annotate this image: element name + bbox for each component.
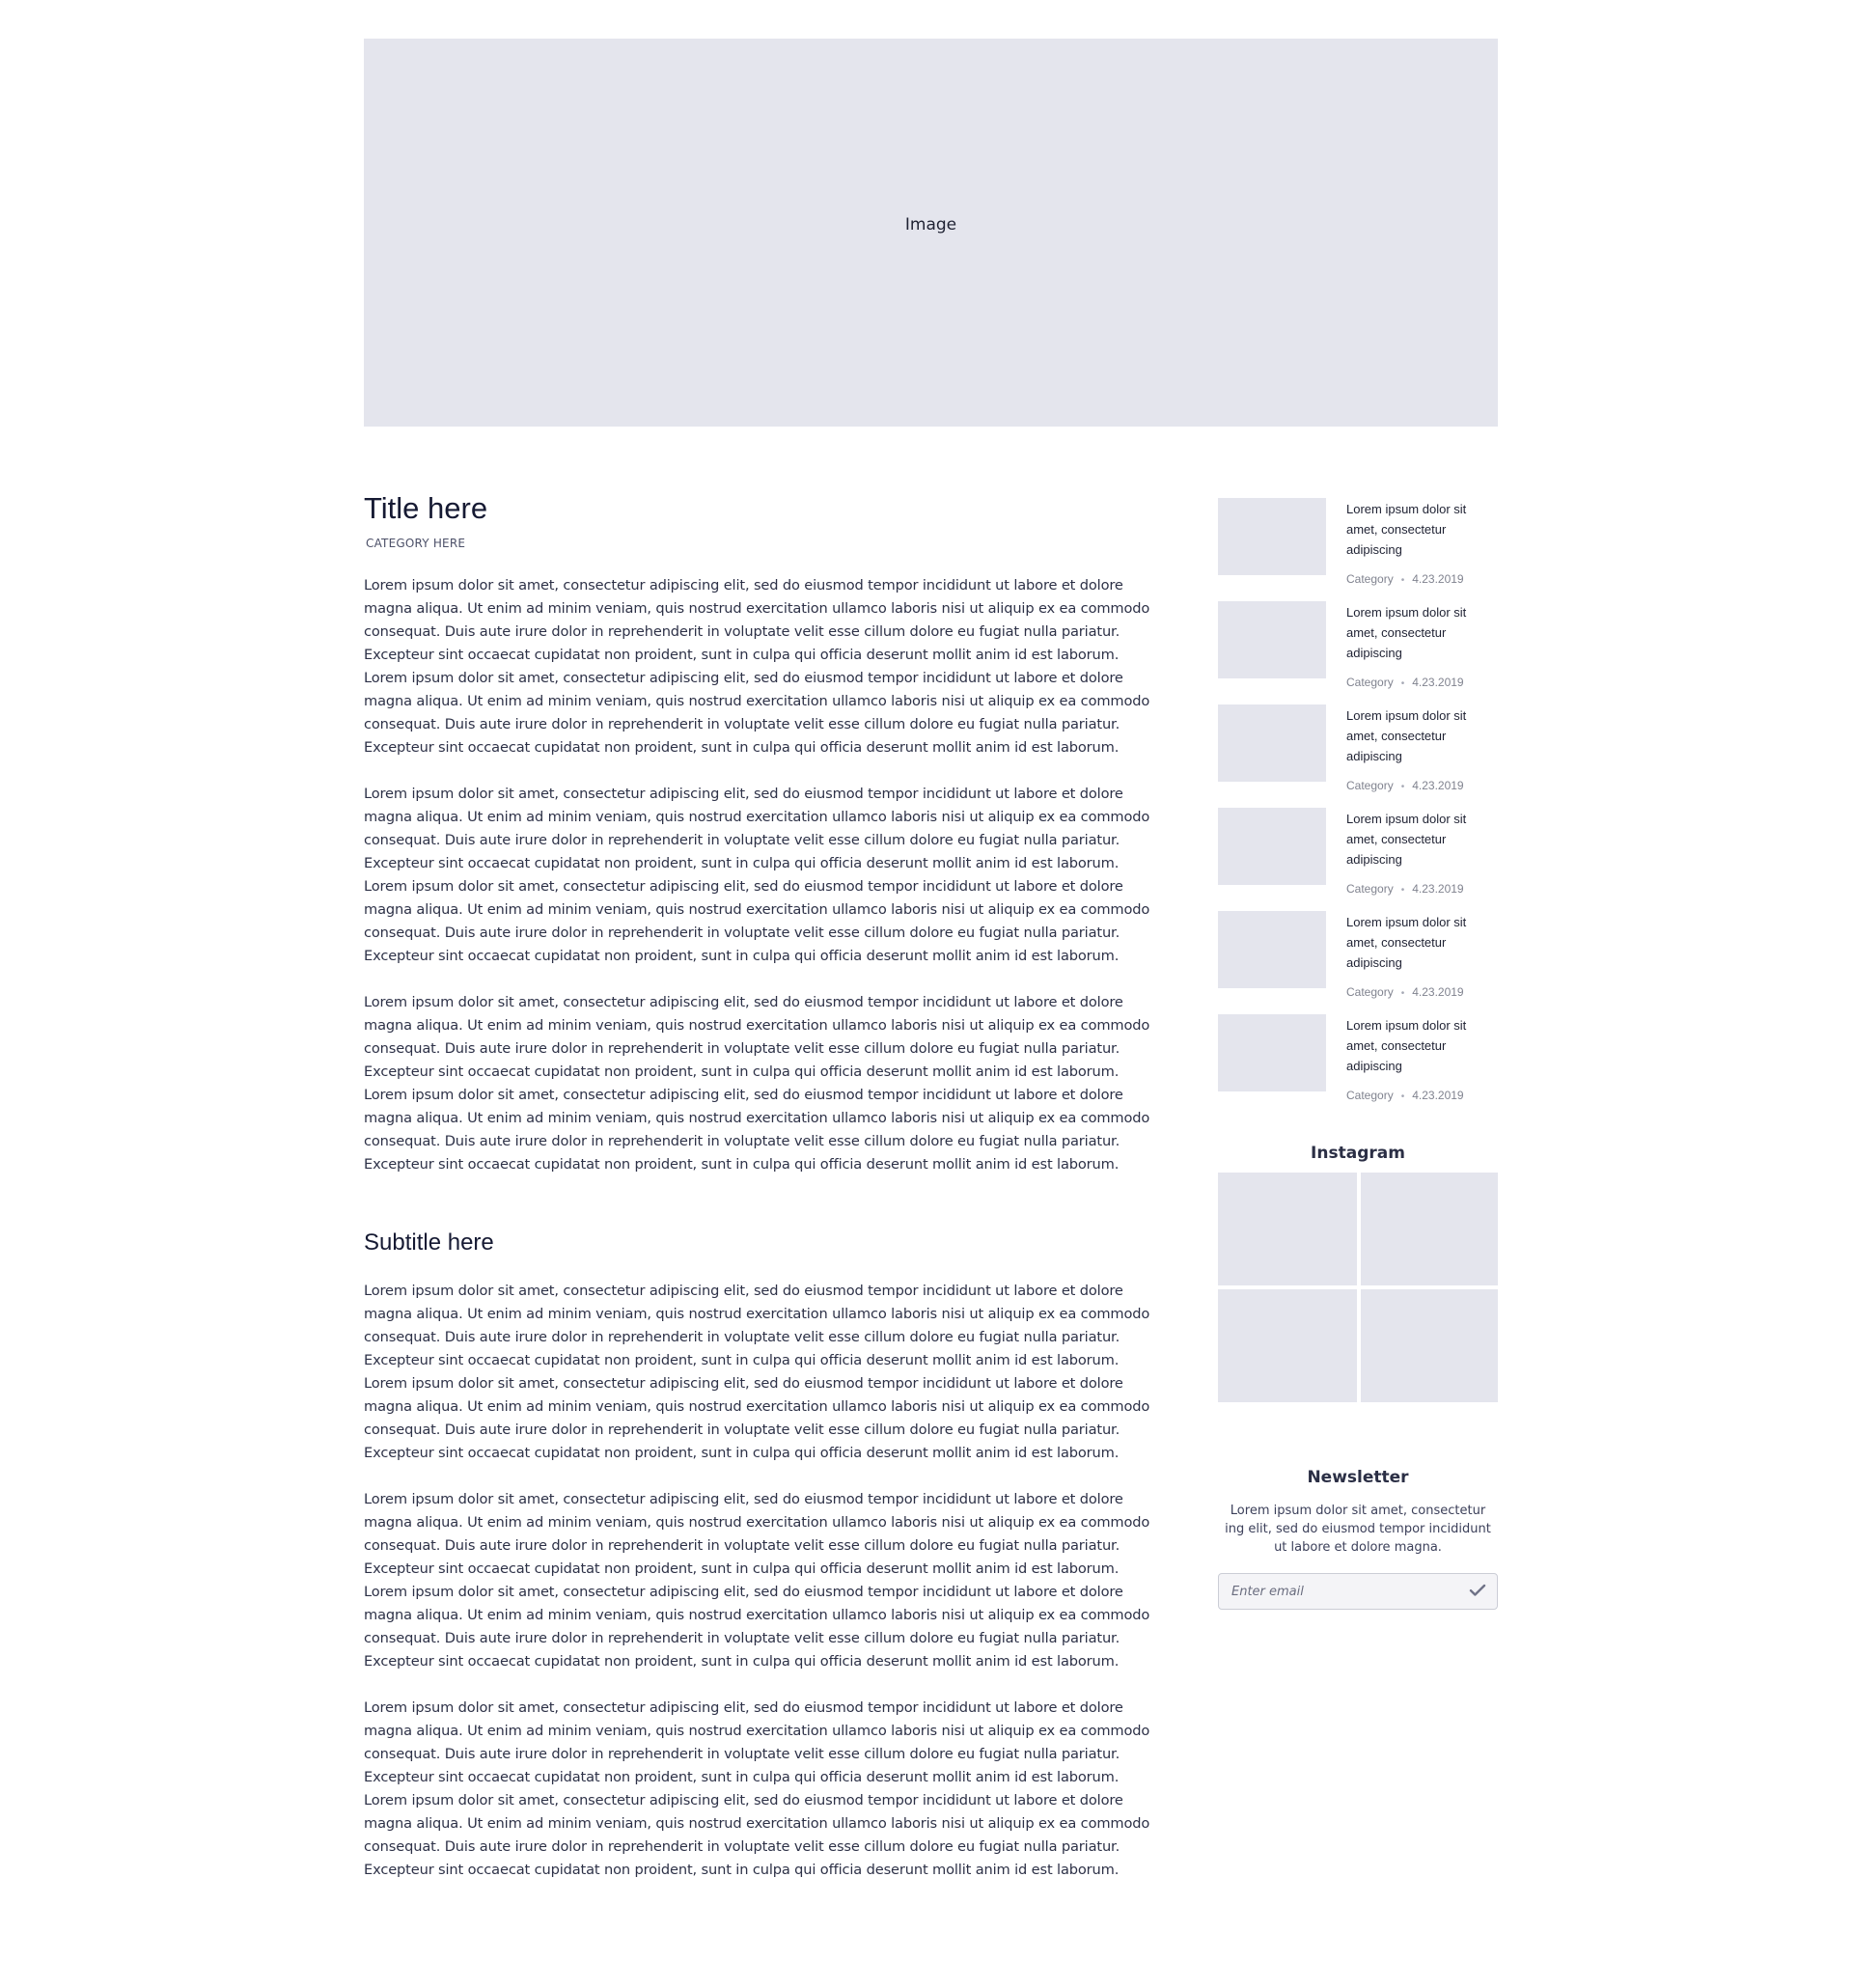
email-input[interactable] (1219, 1574, 1458, 1609)
article-paragraph: Lorem ipsum dolor sit amet, consectetur adipiscing elit, sed do eiusmod tempor incididunt ut labore et dolore magna aliqua. Ut enim ad minim veniam, quis nostrud exercitation ullamco laboris nisi ut aliquip ex ea commodo consequat. Duis aute irure dolor in reprehenderit in voluptate velit esse cillum dolore eu fugiat nulla pariatur. Excepteur sint occaecat cupidatat non proident, sunt in culpa qui officia deserunt mollit anim id est laborum. Lorem ipsum dolor sit amet, consectetur adipiscing elit, sed do eiusmod tempor incididunt ut labore et dolore magna aliqua. Ut enim ad minim veniam, quis nostrud exercitation ullamco laboris nisi ut aliquip ex ea commodo consequat. Duis aute irure dolor in reprehenderit in voluptate velit esse cillum dolore eu fugiat nulla pariatur. Excepteur sint occaecat cupidatat non proident, sunt in culpa qui officia deserunt mollit anim id est laborum. (364, 1283, 1150, 1461)
meta-separator: • (1400, 575, 1405, 586)
hero-image (364, 39, 1498, 427)
meta-separator: • (1400, 1091, 1405, 1102)
meta-separator: • (1400, 678, 1405, 689)
post-title-link[interactable]: Lorem ipsum dolor sit amet, consectetur adipiscing (1346, 915, 1467, 970)
post-category: Category (1346, 572, 1394, 586)
post-title-link[interactable]: Lorem ipsum dolor sit amet, consectetur adipiscing (1346, 1018, 1467, 1073)
newsletter-description: Lorem ipsum dolor sit amet, consectetur ing elit, sed do eiusmod tempor incididunt ut labore et dolore magna. (1225, 1504, 1491, 1555)
post-info (1346, 601, 1498, 689)
post-info (1346, 498, 1498, 586)
post-category: Category (1346, 985, 1394, 999)
post-meta (1346, 1089, 1498, 1102)
post-date: 4.23.2019 (1412, 882, 1464, 896)
checkmark-icon (1469, 1584, 1486, 1600)
article-section-1 (364, 574, 1160, 1176)
recent-post-item[interactable] (1218, 1014, 1498, 1102)
meta-separator: • (1400, 782, 1405, 792)
instagram-photo[interactable] (1218, 1173, 1357, 1285)
newsletter-title: Newsletter (1307, 1468, 1409, 1487)
post-title-link[interactable]: Lorem ipsum dolor sit amet, consectetur adipiscing (1346, 502, 1467, 557)
post-meta (1346, 882, 1498, 896)
post-date: 4.23.2019 (1412, 985, 1464, 999)
recent-post-item[interactable] (1218, 704, 1498, 792)
post-info (1346, 704, 1498, 792)
recent-post-item[interactable] (1218, 601, 1498, 689)
instagram-photo[interactable] (1361, 1289, 1498, 1402)
post-title-link[interactable]: Lorem ipsum dolor sit amet, consectetur adipiscing (1346, 812, 1467, 867)
article-paragraph: Lorem ipsum dolor sit amet, consectetur adipiscing elit, sed do eiusmod tempor incididunt ut labore et dolore magna aliqua. Ut enim ad minim veniam, quis nostrud exercitation ullamco laboris nisi ut aliquip ex ea commodo consequat. Duis aute irure dolor in reprehenderit in voluptate velit esse cillum dolore eu fugiat nulla pariatur. Excepteur sint occaecat cupidatat non proident, sunt in culpa qui officia deserunt mollit anim id est laborum. Lorem ipsum dolor sit amet, consectetur adipiscing elit, sed do eiusmod tempor incididunt ut labore et dolore magna aliqua. Ut enim ad minim veniam, quis nostrud exercitation ullamco laboris nisi ut aliquip ex ea commodo consequat. Duis aute irure dolor in reprehenderit in voluptate velit esse cillum dolore eu fugiat nulla pariatur. Excepteur sint occaecat cupidatat non proident, sunt in culpa qui officia deserunt mollit anim id est laborum. (364, 1699, 1150, 1878)
post-meta (1346, 572, 1498, 586)
article-paragraph: Lorem ipsum dolor sit amet, consectetur adipiscing elit, sed do eiusmod tempor incididunt ut labore et dolore magna aliqua. Ut enim ad minim veniam, quis nostrud exercitation ullamco laboris nisi ut aliquip ex ea commodo consequat. Duis aute irure dolor in reprehenderit in voluptate velit esse cillum dolore eu fugiat nulla pariatur. Excepteur sint occaecat cupidatat non proident, sunt in culpa qui officia deserunt mollit anim id est laborum. Lorem ipsum dolor sit amet, consectetur adipiscing elit, sed do eiusmod tempor incididunt ut labore et dolore magna aliqua. Ut enim ad minim veniam, quis nostrud exercitation ullamco laboris nisi ut aliquip ex ea commodo consequat. Duis aute irure dolor in reprehenderit in voluptate velit esse cillum dolore eu fugiat nulla pariatur. Excepteur sint occaecat cupidatat non proident, sunt in culpa qui officia deserunt mollit anim id est laborum. (364, 994, 1150, 1173)
post-thumbnail[interactable] (1218, 704, 1326, 782)
post-meta (1346, 676, 1498, 689)
article-category: CATEGORY HERE (366, 537, 466, 550)
post-date: 4.23.2019 (1412, 779, 1464, 792)
recent-posts-list (1218, 498, 1498, 1102)
newsletter-submit-button[interactable] (1458, 1574, 1497, 1609)
newsletter-form (1218, 1573, 1498, 1610)
article-subtitle: Subtitle here (364, 1229, 494, 1256)
post-date: 4.23.2019 (1412, 676, 1464, 689)
post-thumbnail[interactable] (1218, 498, 1326, 575)
post-info (1346, 1014, 1498, 1102)
recent-post-item[interactable] (1218, 498, 1498, 586)
hero-image-label: Image (904, 214, 957, 235)
post-date: 4.23.2019 (1412, 572, 1464, 586)
post-date: 4.23.2019 (1412, 1089, 1464, 1102)
sidebar (1218, 498, 1498, 1610)
article-paragraph: Lorem ipsum dolor sit amet, consectetur adipiscing elit, sed do eiusmod tempor incididunt ut labore et dolore magna aliqua. Ut enim ad minim veniam, quis nostrud exercitation ullamco laboris nisi ut aliquip ex ea commodo consequat. Duis aute irure dolor in reprehenderit in voluptate velit esse cillum dolore eu fugiat nulla pariatur. Excepteur sint occaecat cupidatat non proident, sunt in culpa qui officia deserunt mollit anim id est laborum. Lorem ipsum dolor sit amet, consectetur adipiscing elit, sed do eiusmod tempor incididunt ut labore et dolore magna aliqua. Ut enim ad minim veniam, quis nostrud exercitation ullamco laboris nisi ut aliquip ex ea commodo consequat. Duis aute irure dolor in reprehenderit in voluptate velit esse cillum dolore eu fugiat nulla pariatur. Excepteur sint occaecat cupidatat non proident, sunt in culpa qui officia deserunt mollit anim id est laborum. (364, 577, 1150, 756)
post-category: Category (1346, 676, 1394, 689)
article-section-2 (364, 1280, 1160, 1882)
post-category: Category (1346, 1089, 1394, 1102)
instagram-photo[interactable] (1218, 1289, 1357, 1402)
post-category: Category (1346, 779, 1394, 792)
post-info (1346, 911, 1498, 999)
post-thumbnail[interactable] (1218, 808, 1326, 885)
post-title-link[interactable]: Lorem ipsum dolor sit amet, consectetur adipiscing (1346, 708, 1467, 763)
article-paragraph: Lorem ipsum dolor sit amet, consectetur adipiscing elit, sed do eiusmod tempor incididunt ut labore et dolore magna aliqua. Ut enim ad minim veniam, quis nostrud exercitation ullamco laboris nisi ut aliquip ex ea commodo consequat. Duis aute irure dolor in reprehenderit in voluptate velit esse cillum dolore eu fugiat nulla pariatur. Excepteur sint occaecat cupidatat non proident, sunt in culpa qui officia deserunt mollit anim id est laborum. Lorem ipsum dolor sit amet, consectetur adipiscing elit, sed do eiusmod tempor incididunt ut labore et dolore magna aliqua. Ut enim ad minim veniam, quis nostrud exercitation ullamco laboris nisi ut aliquip ex ea commodo consequat. Duis aute irure dolor in reprehenderit in voluptate velit esse cillum dolore eu fugiat nulla pariatur. Excepteur sint occaecat cupidatat non proident, sunt in culpa qui officia deserunt mollit anim id est laborum. (364, 786, 1150, 964)
post-info (1346, 808, 1498, 896)
meta-separator: • (1400, 988, 1405, 999)
meta-separator: • (1400, 885, 1405, 896)
recent-post-item[interactable] (1218, 911, 1498, 999)
instagram-photo[interactable] (1361, 1173, 1498, 1285)
post-category: Category (1346, 882, 1394, 896)
page-title: Title here (364, 491, 488, 525)
post-meta (1346, 779, 1498, 792)
article (364, 488, 1160, 1882)
instagram-grid (1218, 1173, 1498, 1402)
article-paragraph: Lorem ipsum dolor sit amet, consectetur adipiscing elit, sed do eiusmod tempor incididunt ut labore et dolore magna aliqua. Ut enim ad minim veniam, quis nostrud exercitation ullamco laboris nisi ut aliquip ex ea commodo consequat. Duis aute irure dolor in reprehenderit in voluptate velit esse cillum dolore eu fugiat nulla pariatur. Excepteur sint occaecat cupidatat non proident, sunt in culpa qui officia deserunt mollit anim id est laborum. Lorem ipsum dolor sit amet, consectetur adipiscing elit, sed do eiusmod tempor incididunt ut labore et dolore magna aliqua. Ut enim ad minim veniam, quis nostrud exercitation ullamco laboris nisi ut aliquip ex ea commodo consequat. Duis aute irure dolor in reprehenderit in voluptate velit esse cillum dolore eu fugiat nulla pariatur. Excepteur sint occaecat cupidatat non proident, sunt in culpa qui officia deserunt mollit anim id est laborum. (364, 1491, 1150, 1670)
post-title-link[interactable]: Lorem ipsum dolor sit amet, consectetur adipiscing (1346, 605, 1467, 660)
post-thumbnail[interactable] (1218, 601, 1326, 678)
post-thumbnail[interactable] (1218, 1014, 1326, 1091)
post-thumbnail[interactable] (1218, 911, 1326, 988)
post-meta (1346, 985, 1498, 999)
recent-post-item[interactable] (1218, 808, 1498, 896)
instagram-title: Instagram (1311, 1144, 1405, 1163)
